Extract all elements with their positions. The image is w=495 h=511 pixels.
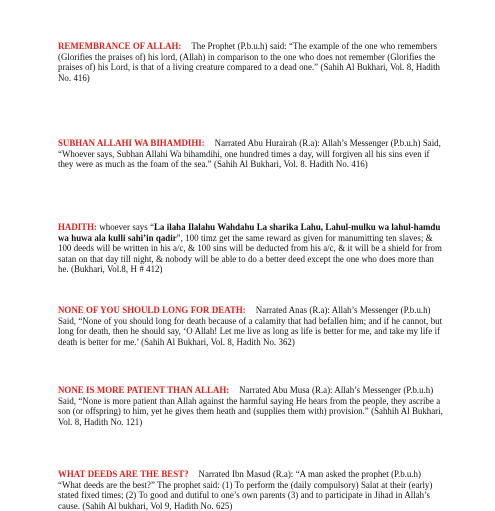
hadith-entry-dhikr: [58, 222, 443, 275]
entry-body-intro: whoever says “: [96, 222, 155, 232]
hadith-entry-longing-death: [58, 305, 443, 347]
entry-heading: WHAT DEEDS ARE THE BEST?: [58, 469, 189, 479]
entry-heading: NONE IS MORE PATIENT THAN ALLAH:: [58, 385, 230, 395]
entry-heading: HADITH:: [58, 222, 97, 232]
entry-body: The Prophet (P.b.u.h) said: “The example of the one who remembers (Glorifies the praises of) his lord, (Allah) in comparison to the one who does not remember (Glorifies the praises of) his Lord, is that of a living creature compared to a dead one.” (Sahih Al Bukhari, Vol. 8, Hadith No. 416): [58, 41, 440, 83]
hadith-entry-remembrance: [58, 41, 443, 83]
hadith-entry-subhan-allah: [58, 138, 443, 170]
entry-heading: REMEMBRANCE OF ALLAH:: [58, 41, 182, 51]
entry-body-dhikr-phrase: La ilaha Ilalahu Wahdahu La sharika Lahu, Lahul-mulku wa lahul-hamdu wa huwa ala kulli sahi’in qadir: [58, 222, 441, 243]
hadith-entry-best-deeds: [58, 469, 443, 511]
hadith-entry-patience: [58, 385, 443, 427]
entry-body: Narrated Abu Musa (R.a): Allah’s Messenger (P.b.u.h) Said, “None is more patient than Allah against the harmful saying He hears from the people, they ascribe a son (or offspring) to him, yet he gives them heath and (supplies them with) provision.” (Sahhih Al Bukhari, Vol. 8, Hadith No. 121): [58, 385, 443, 427]
entry-body: Narrated Anas (R.a): Allah’s Messenger (P.b.u.h) Said, “None of you should long for death because of a calamity that had befallen him; and if he cannot, but long for death, then he should say, ‘O Allah! Let me live as long as life is better for me, and take my life if death is better for me.’ (Sahih Al Bukhari, Vol. 8, Hadith No. 362): [58, 305, 443, 347]
entry-body: Narrated Ibn Masud (R.a): “A man asked the prophet (P.b.u.h) “What deeds are the best?” The prophet said: (1) To perform the (daily compulsory) Salat at their (early) stated fixed times; (2) To good and dutiful to one’s own parents (3) and to participate in Jihad in Allah’s cause. (Sahih Al bukhari, Vol 9, Hadith No. 625): [58, 469, 433, 511]
entry-body: ”, 100 timz get the same reward as given for manumitting ten slaves; & 100 deeds will be written in his a/c, & 100 sins will be deducted from his a/c, & it will be a shield for from satan on that day till night, & nobody will be able to do a better deed except the one who does more than he. (Bukhari, Vol.8, H # 412): [58, 232, 442, 275]
entry-body: Narrated Abu Hurairah (R.a): Allah’s Messenger (P.b.u.h) Said, “Whoever says, Subhan Allahi Wa bihamdihi, one hundred times a day, will forgiven all his sins even if they were as much as the foam of the sea.” (Sahih Al Bukhari, Vol. 8. Hadith No. 416): [58, 138, 441, 170]
entry-heading: SUBHAN ALLAHI WA BIHAMDIHI:: [58, 138, 205, 148]
entry-heading: NONE OF YOU SHOULD LONG FOR DEATH:: [58, 305, 246, 315]
